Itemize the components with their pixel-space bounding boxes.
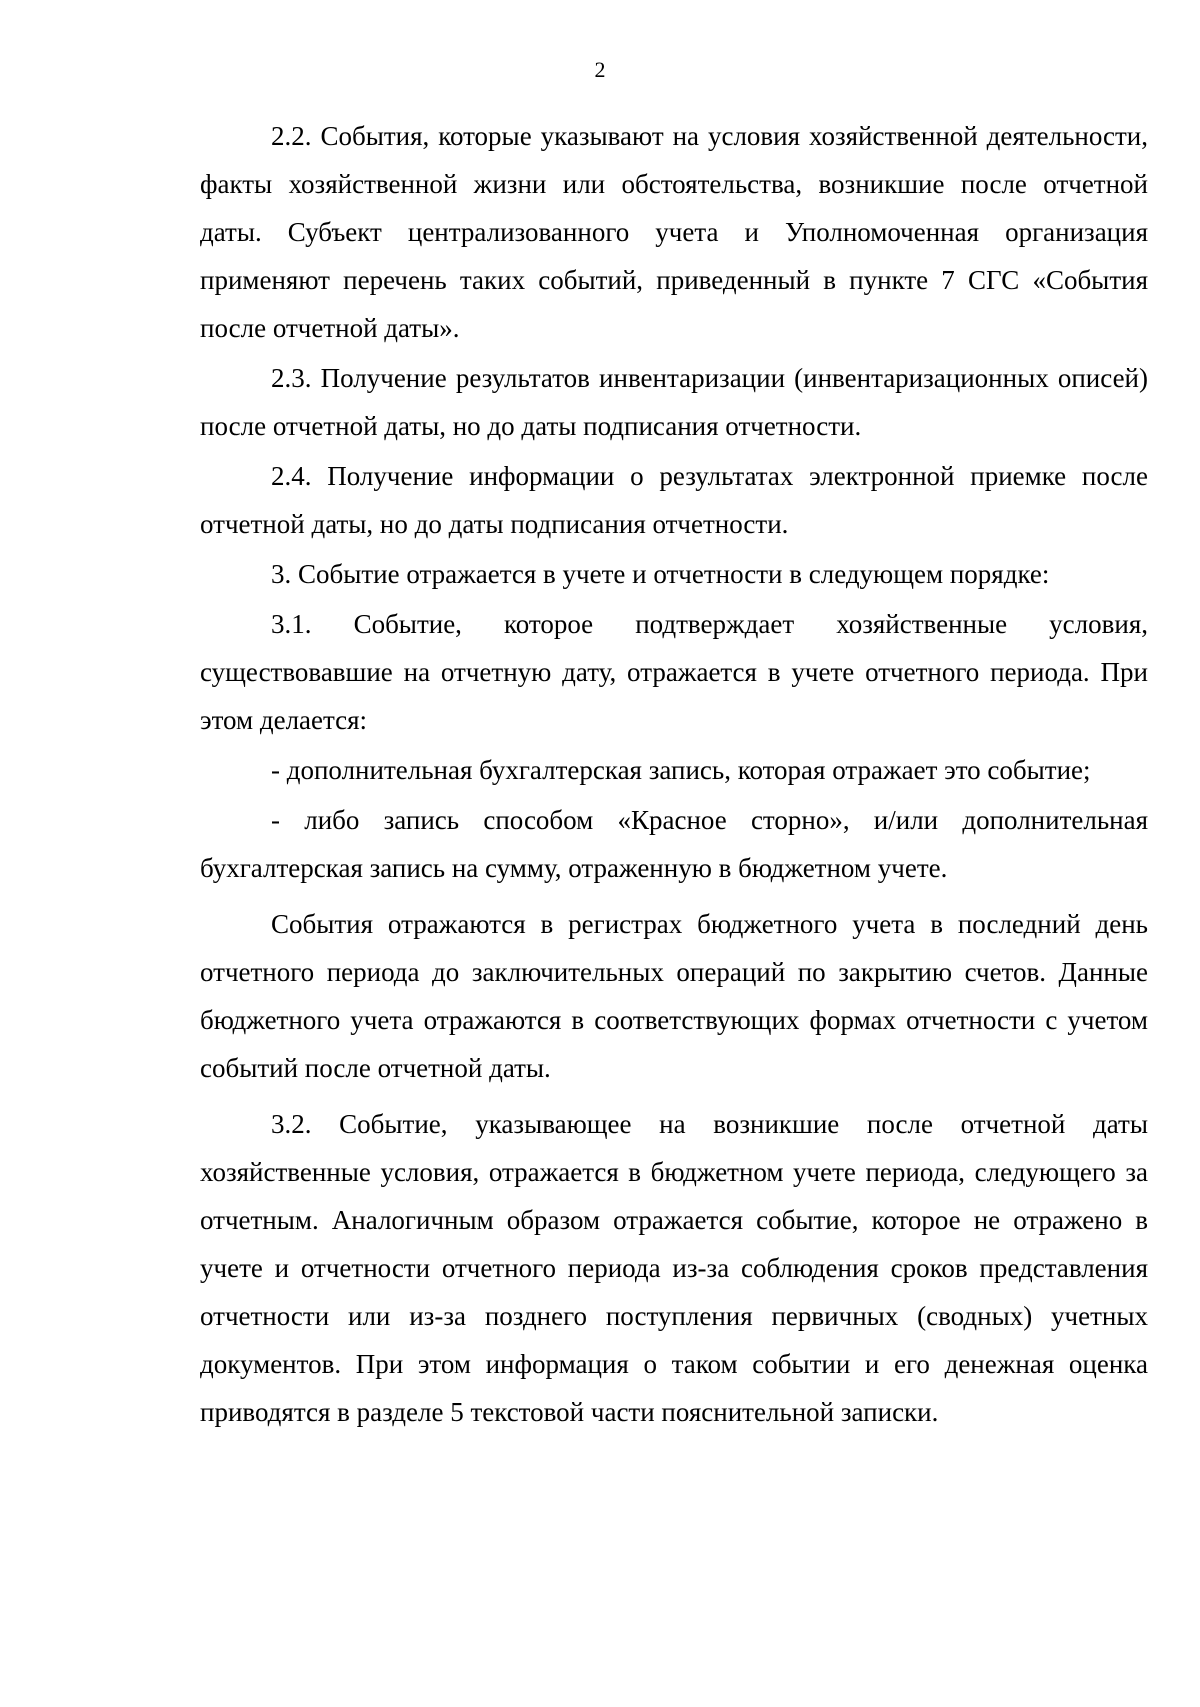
- list-item-additional-entry: - дополнительная бухгалтерская запись, которая отражает это событие;: [271, 755, 1091, 785]
- paragraph-3: 3. Событие отражается в учете и отчетности в следующем порядке:: [271, 559, 1050, 589]
- paragraph-3-1: 3.1. Событие, которое подтверждает хозяйственные условия, существовавшие на отчетную дату, отражается в учете отчетного периода. При этом делается:: [200, 609, 1148, 735]
- paragraph-3-2: 3.2. Событие, указывающее на возникшие после отчетной даты хозяйственные условия, отражается в бюджетном учете периода, следующего за отчетным. Аналогичным образом отражается событие, которое не отражено в учете и отчетности отчетного периода из-за соблюдения сроков представления отчетности или из-за позднего поступления первичных (сводных) учетных документов. При этом информация о таком событии и его денежная оценка приводятся в разделе 5 текстовой части пояснительной записки.: [200, 1109, 1148, 1427]
- paragraph-2-4: 2.4. Получение информации о результатах электронной приемке после отчетной даты, но до даты подписания отчетности.: [200, 461, 1148, 539]
- paragraph-2-2: 2.2. События, которые указывают на условия хозяйственной деятельности, факты хозяйственной жизни или обстоятельства, возникшие после отчетной даты. Субъект централизованного учета и Уполномоченная организация применяют перечень таких событий, приведенный в пункте 7 СГС «События после отчетной даты».: [200, 121, 1148, 343]
- page-number: 2: [594, 57, 606, 82]
- paragraph-events-registers: События отражаются в регистрах бюджетного учета в последний день отчетного периода до заключительных операций по закрытию счетов. Данные бюджетного учета отражаются в соответствующих формах отчетности с учетом событий после отчетной даты.: [200, 909, 1148, 1083]
- list-item-red-storno: - либо запись способом «Красное сторно», и/или дополнительная бухгалтерская запись на сумму, отраженную в бюджетном учете.: [200, 805, 1148, 883]
- document-body: [200, 112, 1148, 1438]
- paragraph-2-3: 2.3. Получение результатов инвентаризации (инвентаризационных описей) после отчетной даты, но до даты подписания отчетности.: [200, 363, 1148, 441]
